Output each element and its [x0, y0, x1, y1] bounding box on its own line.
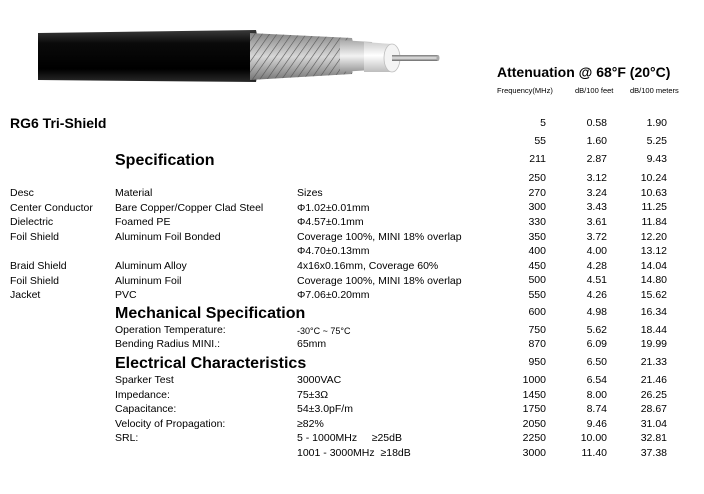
spec-material: Foamed PE	[115, 216, 171, 228]
spec-material: Bare Copper/Copper Clad Steel	[115, 202, 264, 214]
frequency-cell: 450	[528, 260, 546, 272]
db-per-100-meters-cell: 26.25	[640, 389, 667, 401]
frequency-cell: 300	[528, 201, 546, 213]
spec-desc: Center Conductor	[10, 202, 93, 214]
electrical-value: 5 - 1000MHz ≥25dB	[297, 432, 402, 444]
db-per-100-meters-cell: 9.43	[646, 153, 667, 165]
mechanical-label: Bending Radius MINI.:	[115, 338, 221, 350]
frequency-cell: 330	[528, 216, 546, 228]
section-heading-specification: Specification	[115, 152, 215, 169]
electrical-value: 54±3.0pF/m	[297, 403, 353, 415]
spec-desc: Jacket	[10, 289, 41, 301]
spec-size: 4x16x0.16mm, Coverage 60%	[297, 260, 439, 272]
frequency-cell: 750	[528, 324, 546, 336]
db-per-100-feet-cell: 10.00	[580, 432, 607, 444]
frequency-cell: 3000	[522, 447, 546, 459]
db-per-100-meters-cell: 32.81	[640, 432, 667, 444]
mechanical-value: 65mm	[297, 338, 327, 350]
frequency-cell: 950	[528, 356, 546, 368]
db-per-100-feet-cell: 4.26	[586, 289, 607, 301]
db-per-100-meters-cell: 18.44	[640, 324, 667, 336]
db-per-100-meters-cell: 16.34	[640, 306, 667, 318]
db-per-100-feet-cell: 6.50	[586, 356, 607, 368]
frequency-cell: 600	[528, 306, 546, 318]
mechanical-label: Operation Temperature:	[115, 324, 226, 336]
db-per-100-meters-cell: 10.63	[640, 187, 667, 199]
frequency-cell: 250	[528, 172, 546, 184]
frequency-cell: 5	[540, 117, 546, 129]
frequency-cell: 55	[534, 135, 546, 147]
db-per-100-feet-cell: 1.60	[586, 135, 607, 147]
db-per-100-meters-cell: 10.24	[640, 172, 667, 184]
electrical-label: Capacitance:	[115, 403, 177, 415]
spec-material: Aluminum Foil Bonded	[115, 231, 221, 243]
frequency-cell: 1750	[522, 403, 546, 415]
db-per-100-feet-cell: 3.72	[586, 231, 607, 243]
db-per-100-feet-cell: 4.00	[586, 245, 607, 257]
db-per-100-meters-cell: 1.90	[646, 117, 667, 129]
product-title: RG6 Tri-Shield	[10, 115, 107, 131]
db-per-100-feet-cell: 4.98	[586, 306, 607, 318]
spec-size: Φ4.70±0.13mm	[297, 245, 370, 257]
spec-desc: Foil Shield	[10, 231, 60, 243]
electrical-value: ≥82%	[297, 418, 324, 430]
db-per-100-meters-cell: 12.20	[640, 231, 667, 243]
electrical-value: 3000VAC	[297, 374, 342, 386]
db-per-100-meters-cell: 31.04	[640, 418, 667, 430]
db-per-100-feet-cell: 4.28	[586, 260, 607, 272]
db-per-100-meters-cell: 21.33	[640, 356, 667, 368]
frequency-cell: 211	[529, 153, 546, 165]
electrical-label: Sparker Test	[115, 374, 174, 386]
db-per-100-meters-cell: 14.80	[640, 274, 667, 286]
db-per-100-feet-cell: 6.09	[586, 338, 607, 350]
frequency-cell: 1000	[522, 374, 546, 386]
db-per-100-meters-cell: 21.46	[640, 374, 667, 386]
db-per-100-feet-cell: 3.24	[586, 187, 607, 199]
spec-material: PVC	[115, 289, 137, 301]
spec-size: Coverage 100%, MINI 18% overlap	[297, 231, 462, 243]
electrical-label: Impedance:	[115, 389, 170, 401]
db-per-100-meters-cell: 37.38	[640, 447, 667, 459]
spec-size: Φ4.57±0.1mm	[297, 216, 364, 228]
db-per-100-meters-cell: 14.04	[640, 260, 667, 272]
coaxial-cable-illustration	[0, 0, 460, 95]
column-header-db-per-100-feet: dB/100 feet	[575, 86, 614, 95]
spec-material: Aluminum Foil	[115, 275, 182, 287]
db-per-100-feet-cell: 11.40	[581, 447, 607, 459]
db-per-100-meters-cell: 15.62	[640, 289, 667, 301]
spec-desc: Dielectric	[10, 216, 54, 228]
db-per-100-feet-cell: 8.00	[586, 389, 607, 401]
db-per-100-feet-cell: 3.12	[586, 172, 607, 184]
frequency-cell: 270	[528, 187, 546, 199]
spec-desc: Foil Shield	[10, 275, 60, 287]
db-per-100-feet-cell: 0.58	[586, 117, 607, 129]
electrical-label: Velocity of Propagation:	[115, 418, 226, 430]
db-per-100-feet-cell: 3.43	[586, 201, 607, 213]
spec-size: Coverage 100%, MINI 18% overlap	[297, 275, 462, 287]
spec-header-desc: Desc	[10, 187, 34, 199]
section-heading-electrical: Electrical Characteristics	[115, 355, 307, 372]
column-header-frequency: Frequency(MHz)	[497, 86, 553, 95]
db-per-100-meters-cell: 19.99	[640, 338, 667, 350]
db-per-100-feet-cell: 5.62	[586, 324, 607, 336]
spec-size: Φ1.02±0.01mm	[297, 202, 370, 214]
electrical-value: 1001 - 3000MHz ≥18dB	[297, 447, 411, 459]
attenuation-title: Attenuation @ 68°F (20°C)	[497, 64, 671, 80]
db-per-100-feet-cell: 4.51	[586, 274, 607, 286]
db-per-100-feet-cell: 8.74	[586, 403, 607, 415]
db-per-100-feet-cell: 9.46	[586, 418, 607, 430]
frequency-cell: 500	[528, 274, 546, 286]
spec-header-material: Material	[115, 187, 153, 199]
spec-desc: Braid Shield	[10, 260, 67, 272]
spec-material: Aluminum Alloy	[115, 260, 187, 272]
section-heading-mechanical: Mechanical Specification	[115, 305, 306, 322]
frequency-cell: 1450	[522, 389, 546, 401]
mechanical-value: -30°C ~ 75°C	[297, 326, 351, 336]
db-per-100-meters-cell: 11.25	[641, 201, 667, 213]
spec-header-sizes: Sizes	[297, 187, 323, 199]
db-per-100-meters-cell: 5.25	[646, 135, 667, 147]
db-per-100-meters-cell: 13.12	[640, 245, 667, 257]
db-per-100-feet-cell: 6.54	[586, 374, 607, 386]
frequency-cell: 870	[528, 338, 546, 350]
db-per-100-meters-cell: 28.67	[640, 403, 667, 415]
db-per-100-meters-cell: 11.84	[641, 216, 667, 228]
frequency-cell: 550	[528, 289, 546, 301]
frequency-cell: 2050	[522, 418, 546, 430]
column-header-db-per-100-meters: dB/100 meters	[630, 86, 679, 95]
spec-size: Φ7.06±0.20mm	[297, 289, 370, 301]
frequency-cell: 400	[528, 245, 546, 257]
frequency-cell: 2250	[522, 432, 546, 444]
electrical-value: 75±3Ω	[297, 389, 329, 401]
electrical-label: SRL:	[115, 432, 139, 444]
db-per-100-feet-cell: 3.61	[586, 216, 607, 228]
frequency-cell: 350	[528, 231, 546, 243]
db-per-100-feet-cell: 2.87	[586, 153, 607, 165]
